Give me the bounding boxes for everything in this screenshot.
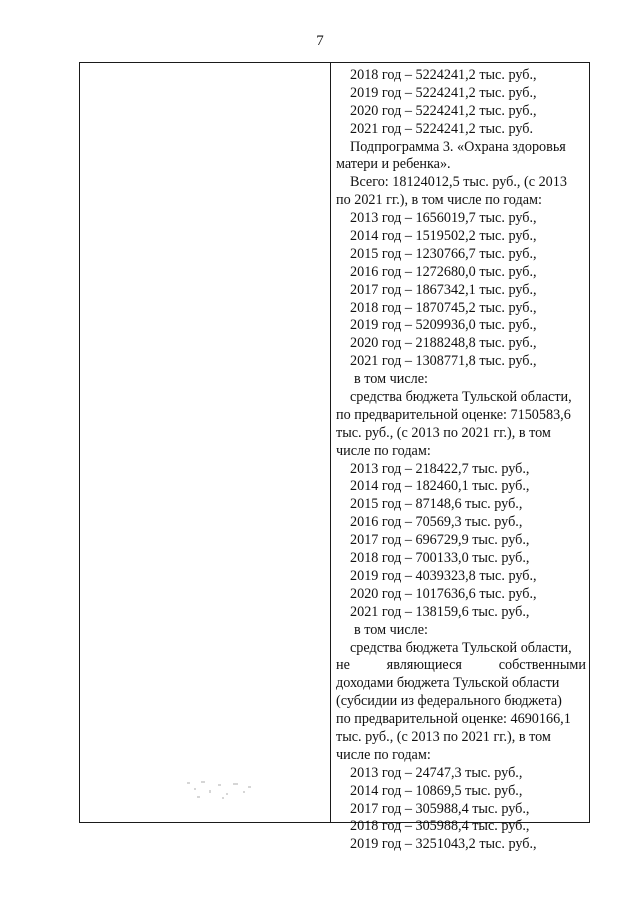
word: являющиеся bbox=[386, 657, 462, 674]
year-line: 2015 год – 1230766,7 тыс. руб., bbox=[350, 245, 537, 262]
year-line: 2016 год – 1272680,0 тыс. руб., bbox=[350, 263, 537, 280]
year-line: 2014 год – 182460,1 тыс. руб., bbox=[350, 478, 530, 495]
table-left-cell bbox=[80, 63, 331, 822]
year-line: 2018 год – 305988,4 тыс. руб., bbox=[350, 818, 530, 835]
total-line: Всего: 18124012,5 тыс. руб., (с 2013 bbox=[350, 174, 567, 191]
program-passport-table bbox=[79, 62, 590, 853]
year-line: 2014 год – 1519502,2 тыс. руб., bbox=[350, 228, 537, 245]
text-line: 2020 год – 5224241,2 тыс. руб., bbox=[350, 102, 537, 119]
year-line: 2013 год – 1656019,7 тыс. руб., bbox=[350, 210, 537, 227]
year-line: 2018 год – 700133,0 тыс. руб., bbox=[350, 550, 530, 567]
text-line: по предварительной оценке: 4690166,1 bbox=[336, 711, 571, 728]
year-line: 2017 год – 696729,9 тыс. руб., bbox=[350, 532, 530, 549]
year-line: 2019 год – 5209936,0 тыс. руб., bbox=[350, 317, 537, 334]
year-line: 2017 год – 305988,4 тыс. руб., bbox=[350, 800, 530, 817]
text-line: тыс. руб., (с 2013 по 2021 гг.), в том bbox=[336, 424, 551, 441]
subprogram-title-cont: матери и ребенка». bbox=[336, 156, 451, 173]
text-line: числе по годам: bbox=[336, 746, 431, 763]
scan-artifact bbox=[185, 778, 255, 802]
subprogram-title: Подпрограмма 3. «Охрана здоровья bbox=[350, 138, 566, 155]
text-line: (субсидии из федерального бюджета) bbox=[336, 693, 562, 710]
text-line: средства бюджета Тульской области, bbox=[350, 389, 572, 406]
year-line: 2019 год – 3251043,2 тыс. руб., bbox=[350, 836, 537, 853]
funding-text bbox=[336, 67, 586, 854]
text-line: 2018 год – 5224241,2 тыс. руб., bbox=[350, 67, 537, 83]
year-line: 2021 год – 1308771,8 тыс. руб., bbox=[350, 353, 537, 370]
text-line: по предварительной оценке: 7150583,6 bbox=[336, 406, 571, 423]
year-line: 2020 год – 2188248,8 тыс. руб., bbox=[350, 335, 537, 352]
text-line: в том числе: bbox=[354, 371, 428, 388]
year-line: 2020 год – 1017636,6 тыс. руб., bbox=[350, 585, 537, 602]
year-line: 2016 год – 70569,3 тыс. руб., bbox=[350, 514, 523, 531]
justified-line bbox=[336, 657, 586, 675]
text-line: средства бюджета Тульской области, bbox=[350, 639, 572, 656]
year-line: 2018 год – 1870745,2 тыс. руб., bbox=[350, 299, 537, 316]
year-line: 2019 год – 4039323,8 тыс. руб., bbox=[350, 567, 537, 584]
year-line: 2013 год – 24747,3 тыс. руб., bbox=[350, 764, 523, 781]
text-line: 2019 год – 5224241,2 тыс. руб., bbox=[350, 84, 537, 101]
year-line: 2021 год – 138159,6 тыс. руб., bbox=[350, 603, 530, 620]
year-line: 2017 год – 1867342,1 тыс. руб., bbox=[350, 281, 537, 298]
year-line: 2015 год – 87148,6 тыс. руб., bbox=[350, 496, 523, 513]
page-number: 7 bbox=[316, 33, 324, 49]
year-line: 2013 год – 218422,7 тыс. руб., bbox=[350, 460, 530, 477]
table-right-cell bbox=[332, 63, 591, 853]
word: собственными bbox=[498, 657, 586, 674]
text-line: тыс. руб., (с 2013 по 2021 гг.), в том bbox=[336, 728, 551, 745]
text-line: по 2021 гг.), в том числе по годам: bbox=[336, 192, 542, 209]
text-line: в том числе: bbox=[354, 621, 428, 638]
year-line: 2014 год – 10869,5 тыс. руб., bbox=[350, 782, 523, 799]
word: не bbox=[336, 657, 350, 674]
text-line: числе по годам: bbox=[336, 442, 431, 459]
text-line: 2021 год – 5224241,2 тыс. руб. bbox=[350, 120, 534, 137]
text-line: доходами бюджета Тульской области bbox=[336, 675, 560, 692]
